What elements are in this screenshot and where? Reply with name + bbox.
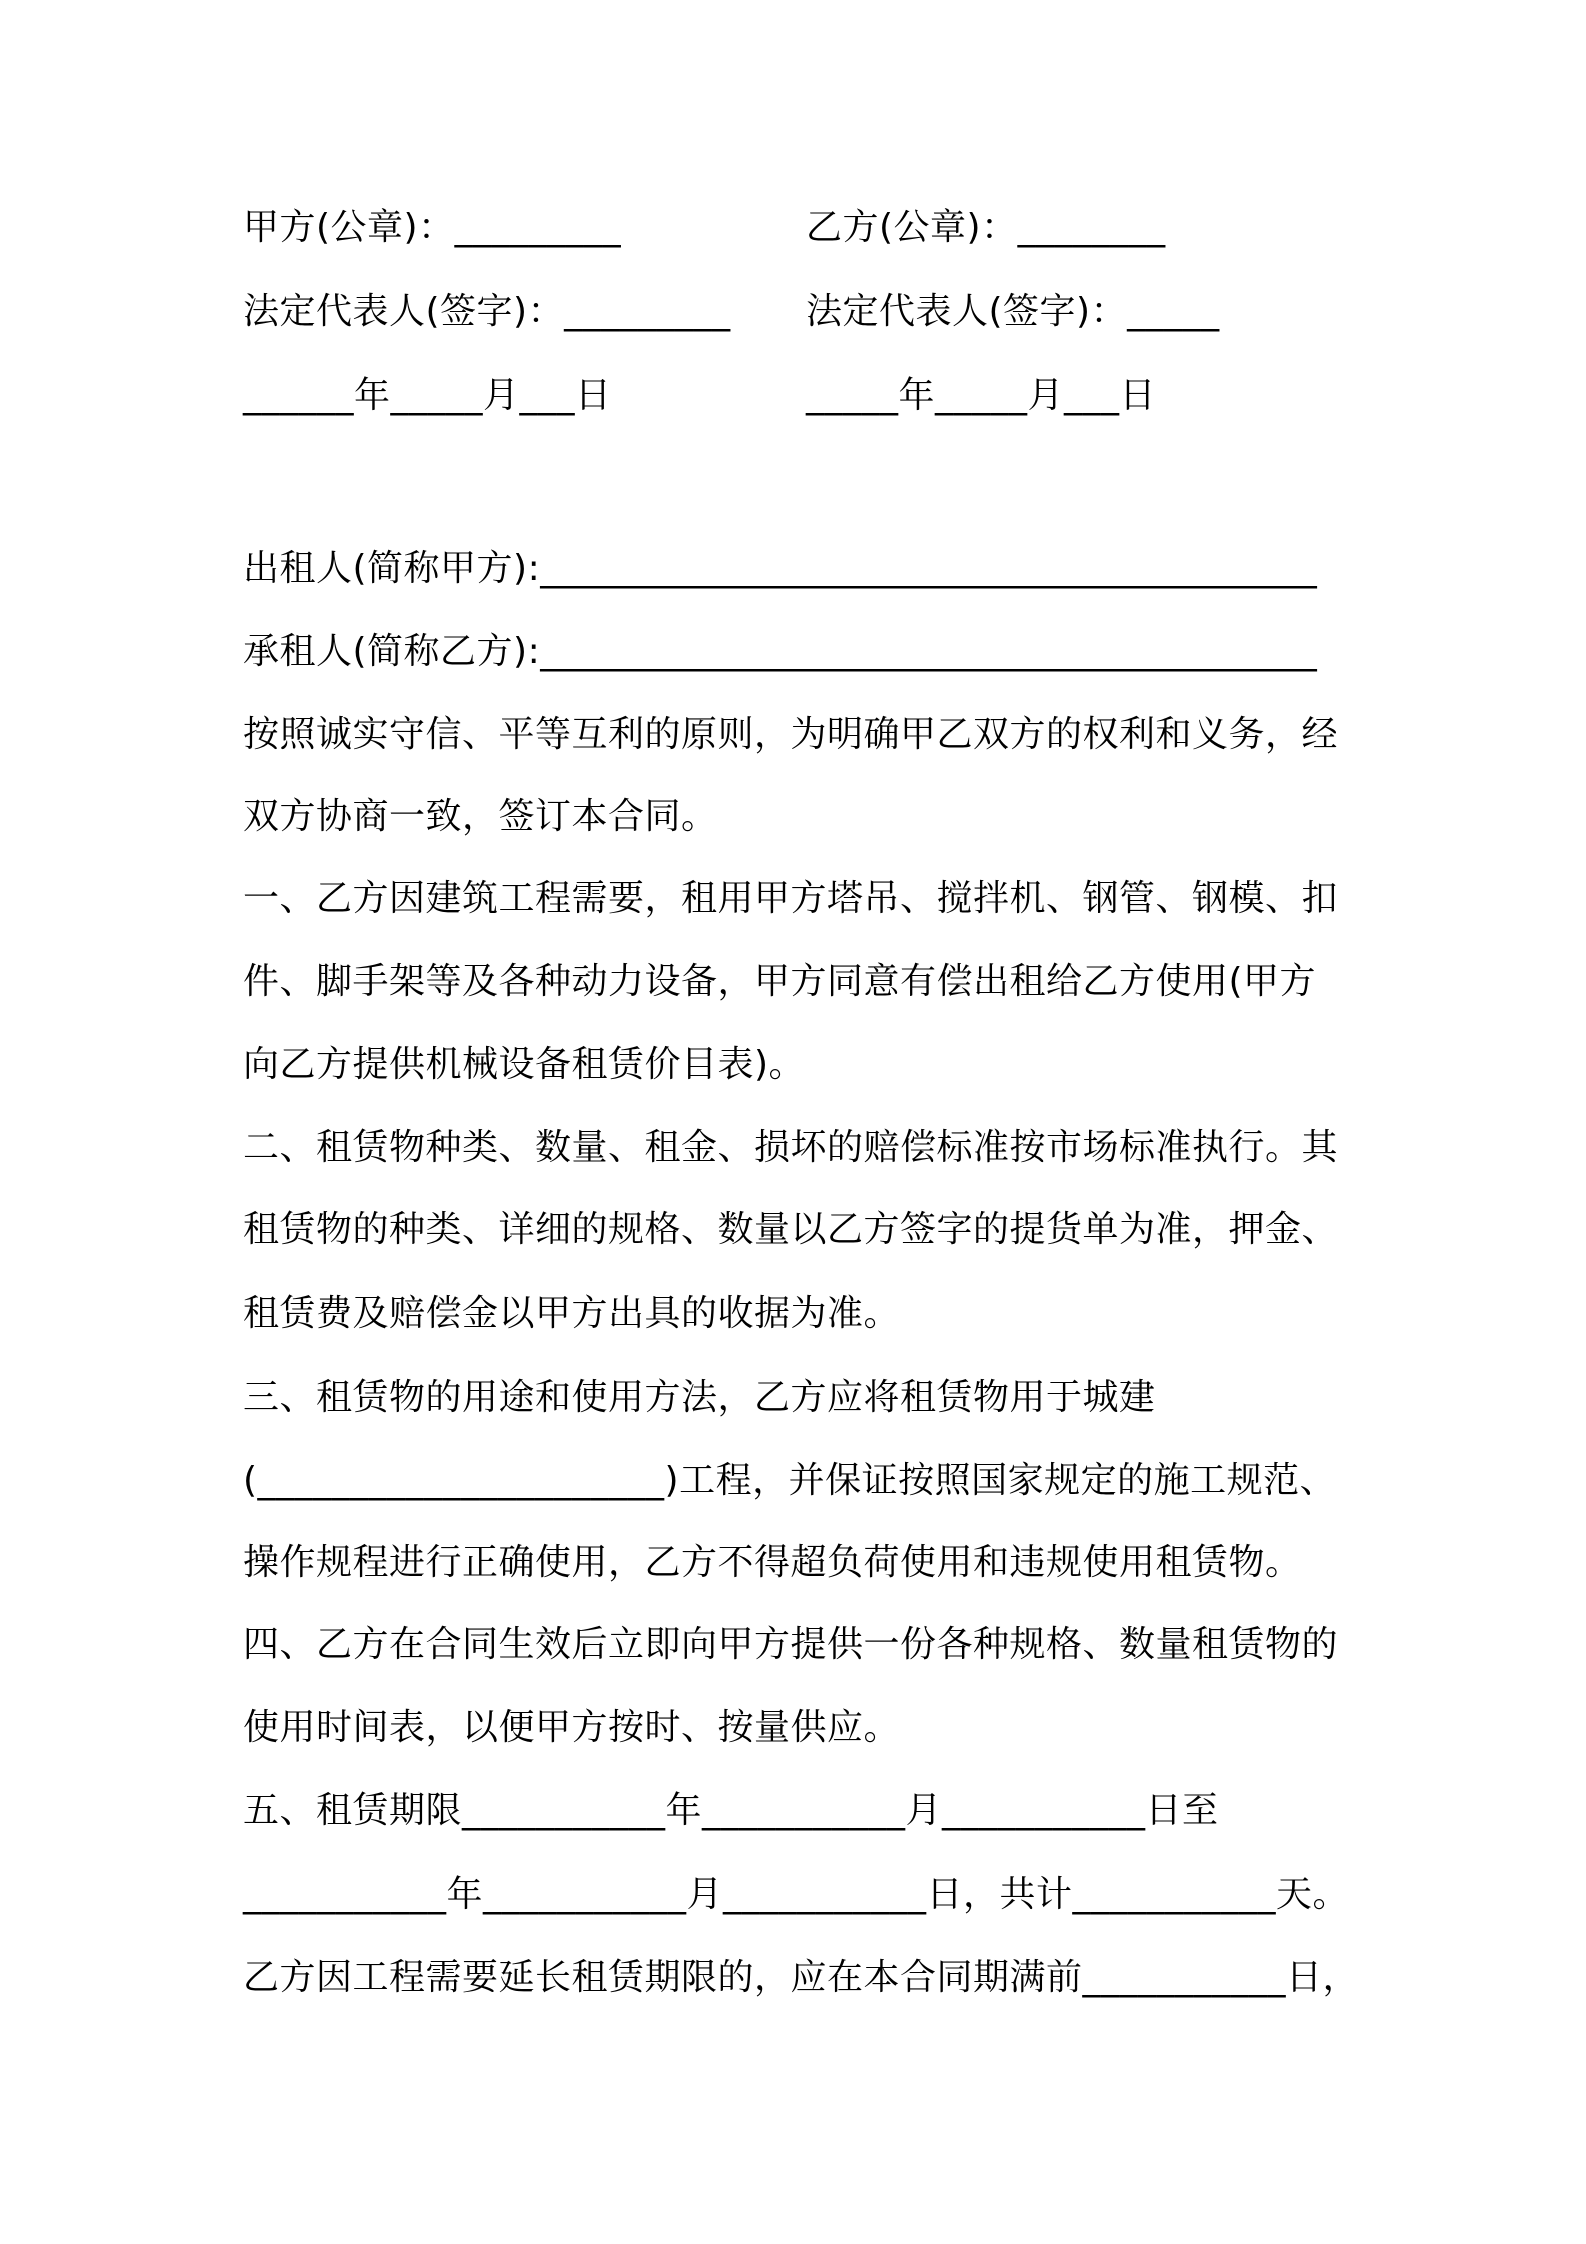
- clause-5-line-3: 乙方因工程需要延长租赁期限的，应在本合同期满前___________日，: [243, 1957, 1360, 1998]
- preamble-line-2: 双方协商一致，签订本合同。: [243, 796, 718, 837]
- clause-5-line-2: ___________年___________月___________日，共计___________天。: [243, 1874, 1349, 1915]
- clause-2-line-2: 租赁物的种类、详细的规格、数量以乙方签字的提货单为准，押金、: [243, 1209, 1339, 1250]
- clause-1-line-2: 件、脚手架等及各种动力设备，甲方同意有偿出租给乙方使用(甲方: [243, 961, 1317, 1002]
- party-b-representative-line: 法定代表人(签字)：_____: [806, 291, 1220, 332]
- lessee-line: 承租人(简称乙方):__________________________________________: [243, 631, 1318, 672]
- clause-3-line-1: 三、租赁物的用途和使用方法，乙方应将租赁物用于城建: [243, 1377, 1156, 1418]
- clause-4-line-1: 四、乙方在合同生效后立即向甲方提供一份各种规格、数量租赁物的: [243, 1624, 1339, 1665]
- party-b-seal-line: 乙方(公章)：________: [806, 207, 1166, 248]
- party-a-date-line: ______年_____月___日: [243, 375, 612, 416]
- clause-4-line-2: 使用时间表，以便甲方按时、按量供应。: [243, 1707, 901, 1748]
- clause-3-line-3: 操作规程进行正确使用，乙方不得超负荷使用和违规使用租赁物。: [243, 1542, 1302, 1583]
- party-a-seal-line: 甲方(公章)：_________: [243, 207, 622, 248]
- clause-2-line-1: 二、租赁物种类、数量、租金、损坏的赔偿标准按市场标准执行。其: [243, 1127, 1339, 1168]
- lessor-line: 出租人(简称甲方):__________________________________________: [243, 548, 1318, 589]
- party-a-representative-line: 法定代表人(签字)：_________: [243, 291, 731, 332]
- clause-3-line-2: (______________________)工程，并保证按照国家规定的施工规范、: [243, 1460, 1337, 1501]
- clause-1-line-3: 向乙方提供机械设备租赁价目表)。: [243, 1044, 806, 1085]
- preamble-line-1: 按照诚实守信、平等互利的原则，为明确甲乙双方的权利和义务，经: [243, 714, 1339, 755]
- clause-5-line-1: 五、租赁期限___________年___________月___________日至: [243, 1790, 1219, 1831]
- clause-2-line-3: 租赁费及赔偿金以甲方出具的收据为准。: [243, 1293, 901, 1334]
- clause-1-line-1: 一、乙方因建筑工程需要，租用甲方塔吊、搅拌机、钢管、钢模、扣: [243, 878, 1339, 919]
- party-b-date-line: _____年_____月___日: [806, 375, 1157, 416]
